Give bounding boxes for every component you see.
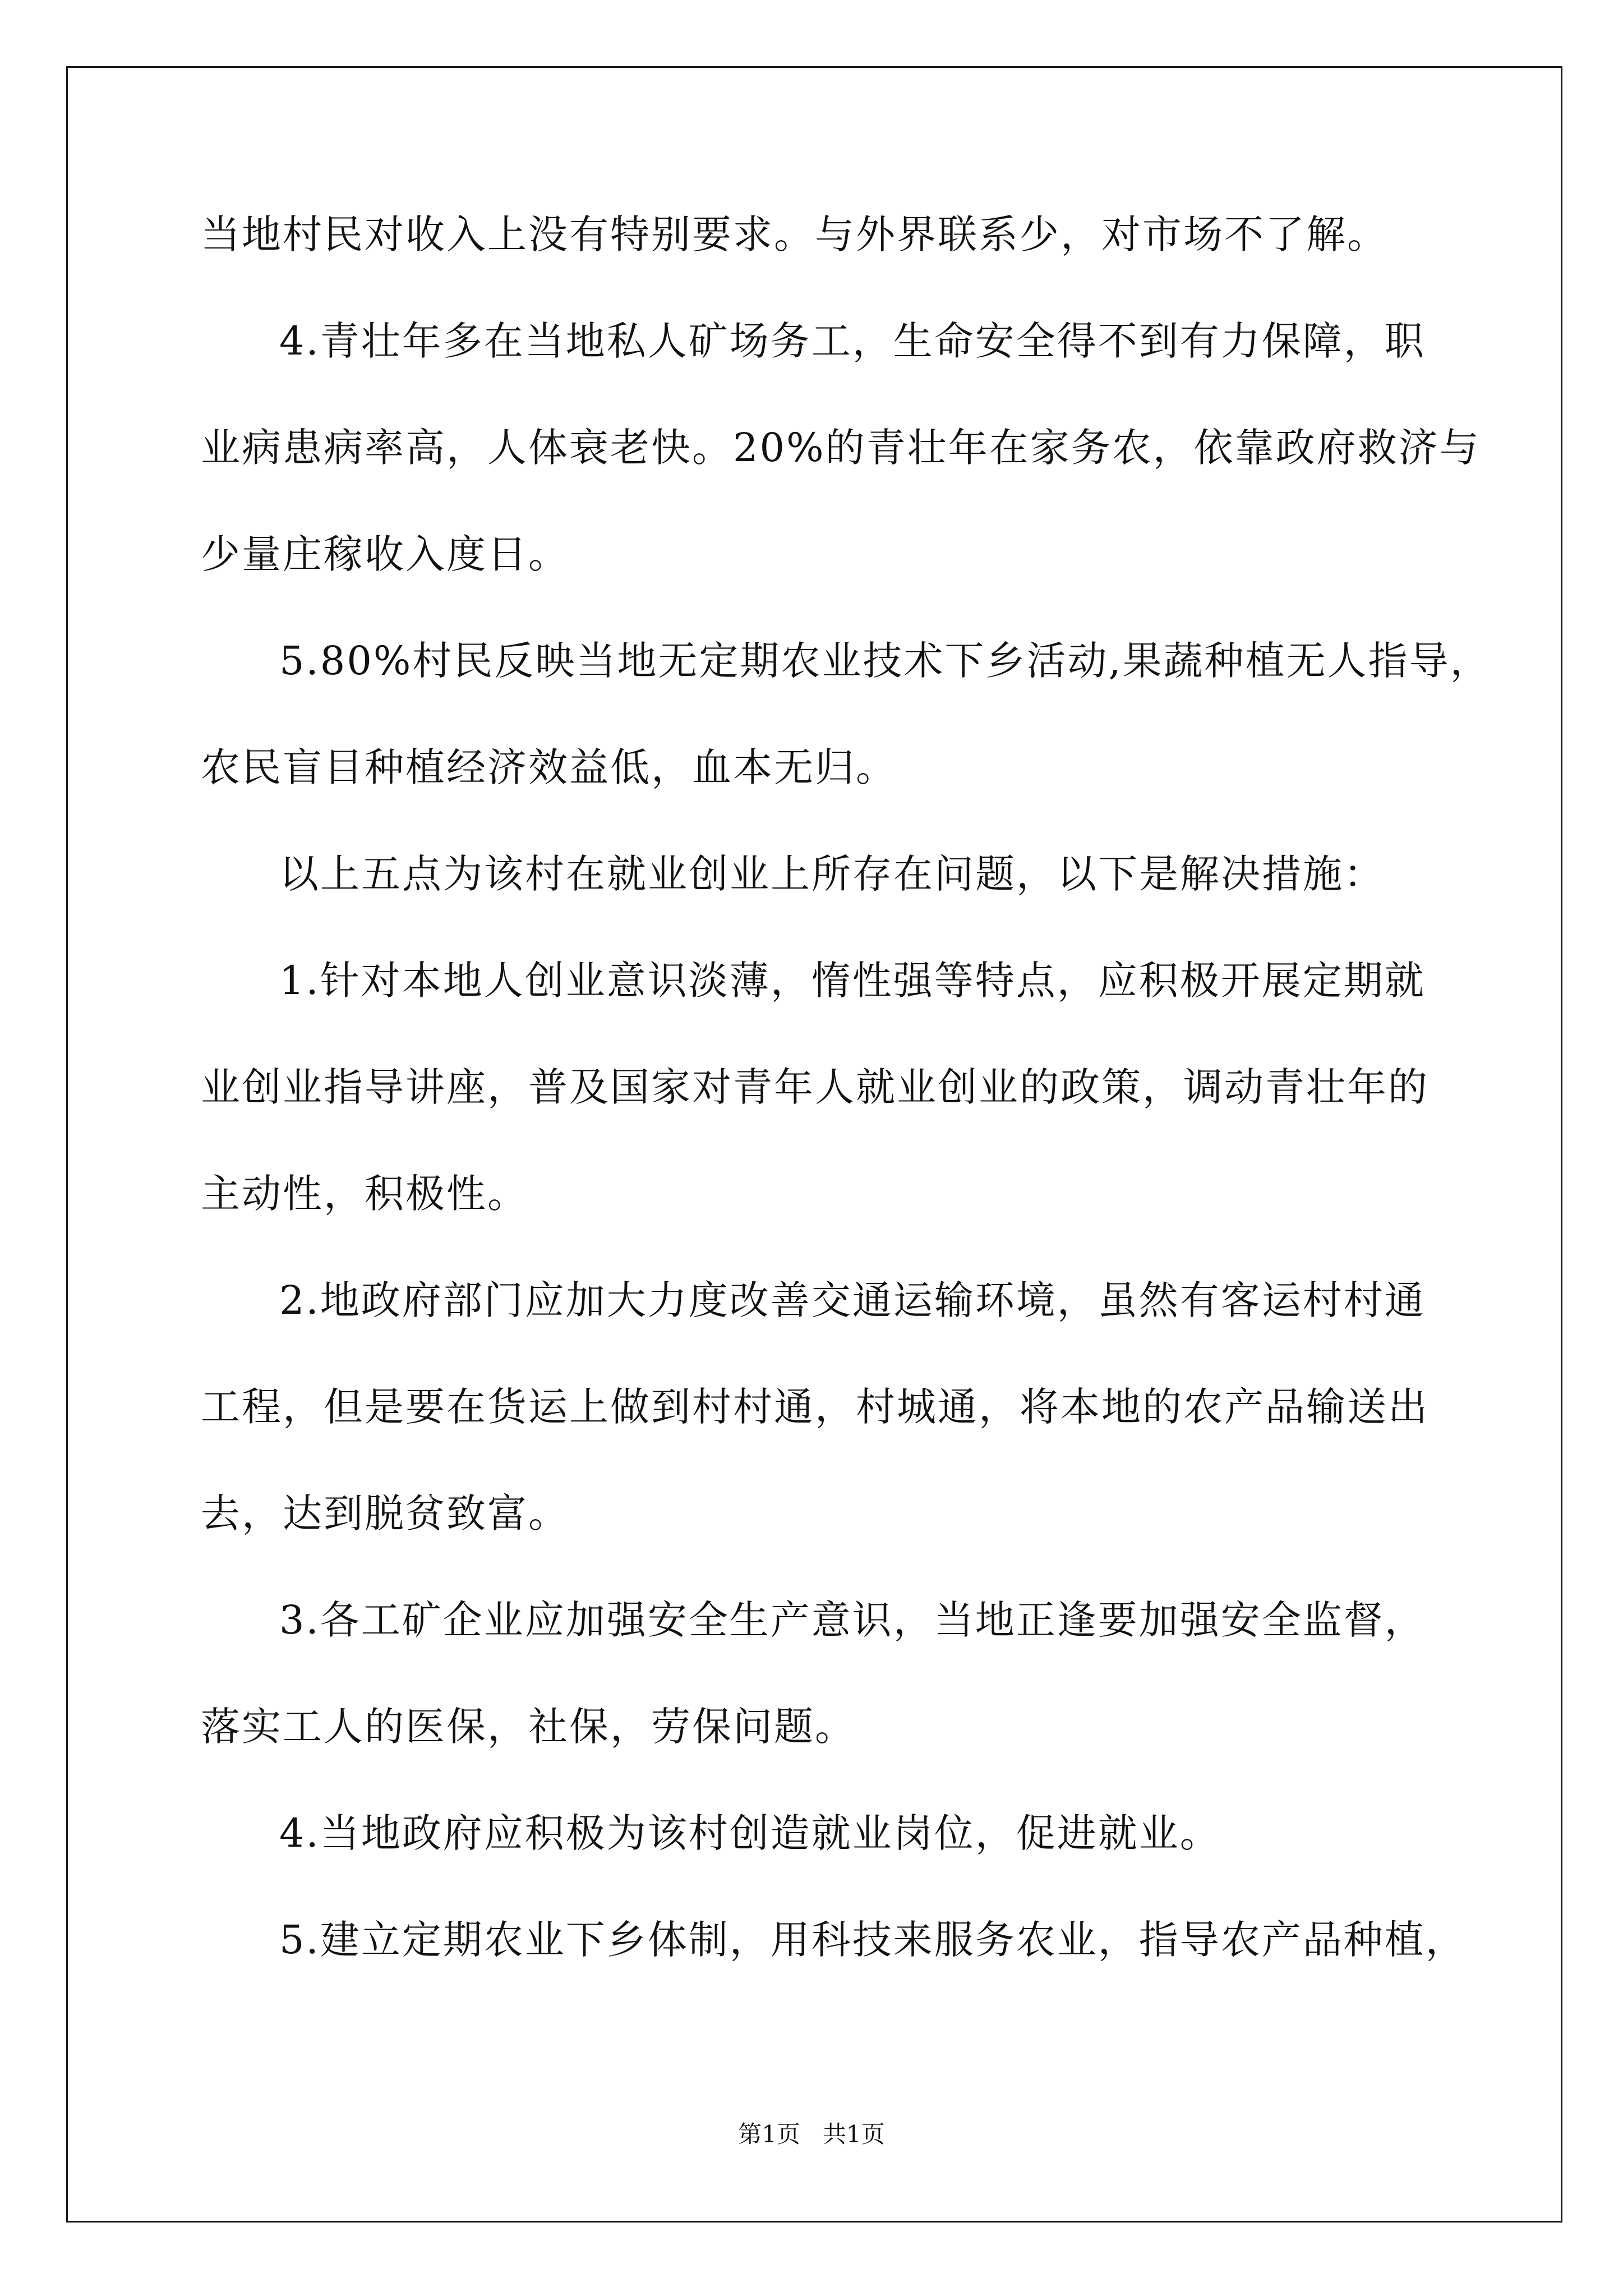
text-line: 农民盲目种植经济效益低，血本无归。 [201, 744, 897, 790]
text-line: 5.80%村民反映当地无定期农业技术下乡活动,果蔬种植无人指导， [279, 638, 1491, 684]
text-line: 业创业指导讲座，普及国家对青年人就业创业的政策，调动青壮年的 [201, 1064, 1429, 1110]
text-line: 主动性，积极性。 [201, 1171, 528, 1217]
text-line: 4.当地政府应积极为该村创造就业岗位，促进就业。 [279, 1810, 1221, 1856]
text-line: 4.青壮年多在当地私人矿场务工，生命安全得不到有力保障，职 [279, 318, 1426, 364]
text-line: 落实工人的医保，社保，劳保问题。 [201, 1704, 856, 1750]
text-line: 2.地政府部门应加大力度改善交通运输环境，虽然有客运村村通 [279, 1277, 1426, 1323]
text-line: 当地村民对收入上没有特别要求。与外界联系少，对市场不了解。 [201, 211, 1388, 257]
text-line: 去，达到脱贫致富。 [201, 1490, 569, 1536]
text-line: 1.针对本地人创业意识淡薄，惰性强等特点，应积极开展定期就 [279, 958, 1426, 1004]
page-border [66, 66, 1562, 2223]
text-line: 3.各工矿企业应加强安全生产意识，当地正逢要加强安全监督， [279, 1597, 1426, 1643]
page-total: 共1页 [823, 2120, 885, 2148]
page-number: 第1页 [738, 2120, 800, 2148]
text-line: 业病患病率高，人体衰老快。20%的青壮年在家务农，依靠政府救济与 [201, 425, 1481, 471]
page-footer [0, 2120, 1623, 2148]
text-line: 工程，但是要在货运上做到村村通，村城通，将本地的农产品输送出 [201, 1384, 1429, 1430]
text-line: 少量庄稼收入度日。 [201, 531, 569, 577]
text-line: 以上五点为该村在就业创业上所存在问题，以下是解决措施： [279, 851, 1385, 897]
text-line: 5.建立定期农业下乡体制，用科技来服务农业，指导农产品种植， [279, 1917, 1467, 1963]
